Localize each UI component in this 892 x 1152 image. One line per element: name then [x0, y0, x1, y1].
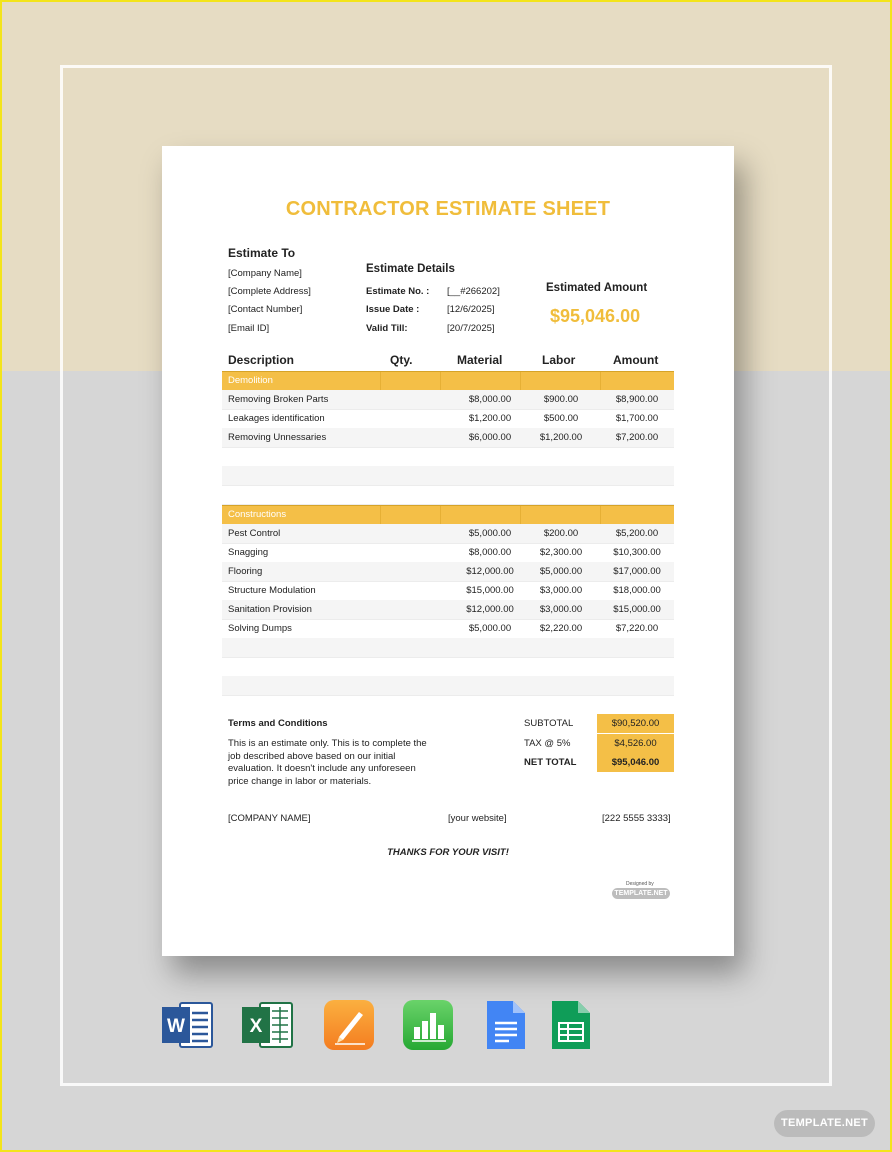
row-labor: $1,200.00	[539, 432, 583, 443]
column-qty: Qty.	[390, 353, 413, 367]
thanks-message: THANKS FOR YOUR VISIT!	[387, 847, 509, 858]
row-amount: $17,000.00	[613, 566, 661, 577]
footer-company-name: [COMPANY NAME]	[228, 813, 311, 824]
row-material: $12,000.00	[466, 566, 514, 577]
row-description: Removing Broken Parts	[228, 394, 329, 405]
row-description: Pest Control	[228, 528, 281, 539]
tax-label: TAX @ 5%	[524, 738, 571, 749]
row-description: Flooring	[228, 566, 263, 577]
valid-till-value: [20/7/2025]	[447, 323, 495, 334]
column-amount: Amount	[613, 353, 659, 367]
designed-by-caption: Designed by	[626, 881, 654, 887]
estimate-details-heading: Estimate Details	[366, 263, 455, 275]
subtotal-label: SUBTOTAL	[524, 718, 574, 729]
estimated-amount-label: Estimated Amount	[546, 282, 648, 294]
email-id: [Email ID]	[228, 323, 270, 334]
row-amount: $5,200.00	[615, 528, 659, 539]
subtotal-value: $90,520.00	[597, 714, 674, 733]
designed-by-logo: TEMPLATE.NET	[612, 888, 670, 899]
footer-website: [your website]	[448, 813, 507, 824]
row-description: Structure Modulation	[228, 585, 316, 596]
footer-phone: [222 5555 3333]	[602, 813, 671, 824]
row-material: $8,000.00	[468, 394, 512, 405]
row-amount: $7,200.00	[615, 432, 659, 443]
column-description: Description	[228, 353, 295, 367]
issue-date-label: Issue Date :	[366, 304, 420, 315]
row-material: $12,000.00	[466, 604, 514, 615]
row-labor: $3,000.00	[539, 604, 583, 615]
section-name: Demolition	[228, 375, 273, 386]
row-material: $6,000.00	[468, 432, 512, 443]
row-description: Snagging	[228, 547, 269, 558]
terms-heading: Terms and Conditions	[228, 718, 328, 729]
column-labor: Labor	[542, 353, 576, 367]
row-labor: $200.00	[543, 528, 579, 539]
template-net-watermark: TEMPLATE.NET	[774, 1110, 875, 1137]
estimate-no-value: [__#266202]	[447, 286, 500, 297]
svg-text:X: X	[249, 1016, 263, 1037]
section-name: Constructions	[228, 509, 287, 520]
contact-number: [Contact Number]	[228, 304, 303, 315]
column-material: Material	[457, 353, 503, 367]
valid-till-label: Valid Till:	[366, 323, 408, 334]
row-description: Removing Unnessaries	[228, 432, 327, 443]
row-labor: $500.00	[543, 413, 579, 424]
row-material: $15,000.00	[466, 585, 514, 596]
row-description: Sanitation Provision	[228, 604, 312, 615]
row-amount: $10,300.00	[613, 547, 661, 558]
row-labor: $2,220.00	[539, 623, 583, 634]
row-material: $1,200.00	[468, 413, 512, 424]
row-material: $5,000.00	[468, 623, 512, 634]
estimate-no-label: Estimate No. :	[366, 286, 430, 297]
row-amount: $7,220.00	[615, 623, 659, 634]
row-amount: $1,700.00	[615, 413, 659, 424]
row-labor: $2,300.00	[539, 547, 583, 558]
net-total-label: NET TOTAL	[524, 757, 577, 768]
terms-text: This is an estimate only. This is to complete the job described above based on our initial evaluation. It doesn't include any unforeseen price change in labor or materials.	[228, 738, 427, 787]
svg-text:W: W	[167, 1016, 185, 1037]
row-labor: $900.00	[543, 394, 579, 405]
row-material: $8,000.00	[468, 547, 512, 558]
estimate-to-heading: Estimate To	[228, 246, 296, 260]
row-amount: $15,000.00	[613, 604, 661, 615]
issue-date-value: [12/6/2025]	[447, 304, 495, 315]
row-material: $5,000.00	[468, 528, 512, 539]
row-description: Leakages identification	[228, 413, 325, 424]
row-labor: $3,000.00	[539, 585, 583, 596]
company-name: [Company Name]	[228, 268, 302, 279]
document-title: CONTRACTOR ESTIMATE SHEET	[285, 198, 611, 220]
estimated-amount-value: $95,046.00	[550, 306, 641, 326]
net-total-value: $95,046.00	[597, 753, 674, 772]
row-amount: $18,000.00	[613, 585, 661, 596]
row-description: Solving Dumps	[228, 623, 292, 634]
row-labor: $5,000.00	[539, 566, 583, 577]
complete-address: [Complete Address]	[228, 286, 311, 297]
row-amount: $8,900.00	[615, 394, 659, 405]
tax-value: $4,526.00	[597, 734, 674, 753]
